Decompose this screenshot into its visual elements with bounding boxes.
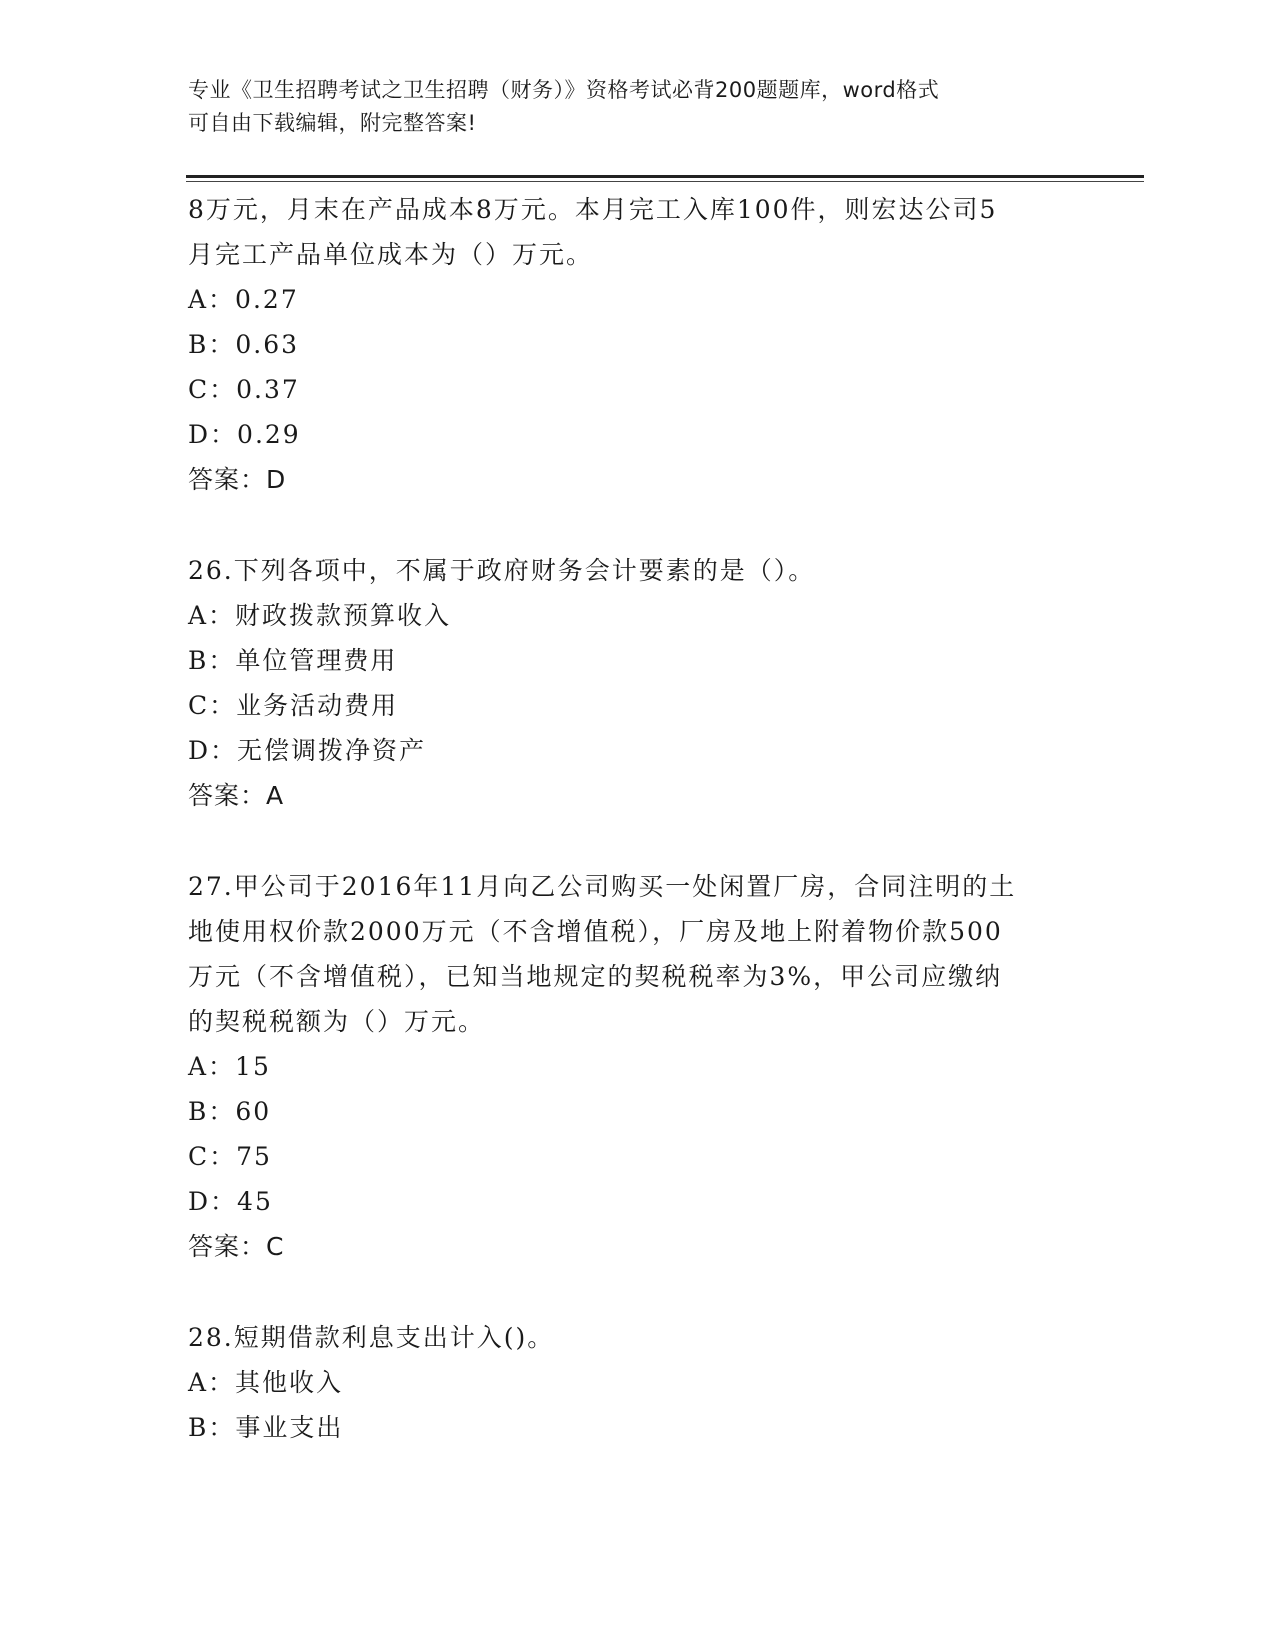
- header-line-1: 专业《卫生招聘考试之卫生招聘（财务）》资格考试必背200题题库，word格式: [188, 78, 940, 102]
- question-25: [188, 187, 1088, 502]
- question-stem: 8万元，月末在产品成本8万元。本月完工入库100件，则宏达公司5: [188, 195, 998, 224]
- header-line-2: 可自由下载编辑，附完整答案!: [188, 111, 477, 135]
- option-a: A：其他收入: [188, 1368, 344, 1397]
- question-stem: 万元（不含增值税），已知当地规定的契税税率为3%，甲公司应缴纳: [188, 962, 1003, 991]
- option-a: A：15: [188, 1052, 271, 1081]
- answer: 答案：C: [188, 1232, 285, 1261]
- question-28: [188, 1315, 1088, 1450]
- header-divider-thick: [186, 175, 1144, 178]
- answer: 答案：A: [188, 781, 285, 810]
- answer: 答案：D: [188, 465, 287, 494]
- option-a: A：0.27: [188, 285, 299, 314]
- question-stem: 月完工产品单位成本为（）万元。: [188, 240, 594, 269]
- option-b: B：0.63: [188, 330, 300, 359]
- question-stem: 地使用权价款2000万元（不含增值税），厂房及地上附着物价款500: [188, 917, 1003, 946]
- option-d: D：0.29: [188, 420, 301, 449]
- question-stem: 28.短期借款利息支出计入()。: [188, 1323, 555, 1352]
- option-c: C：75: [188, 1142, 272, 1171]
- option-a: A：财政拨款预算收入: [188, 601, 452, 630]
- option-b: B：单位管理费用: [188, 646, 398, 675]
- question-27: [188, 864, 1088, 1269]
- option-d: D：无偿调拨净资产: [188, 736, 427, 765]
- question-list: [188, 187, 1088, 1450]
- question-stem: 27.甲公司于2016年11月向乙公司购买一处闲置厂房，合同注明的土: [188, 872, 1017, 901]
- question-stem: 26.下列各项中，不属于政府财务会计要素的是（）。: [188, 556, 816, 585]
- option-d: D：45: [188, 1187, 273, 1216]
- option-c: C：业务活动费用: [188, 691, 399, 720]
- question-26: [188, 548, 1088, 818]
- option-b: B：60: [188, 1097, 272, 1126]
- option-c: C：0.37: [188, 375, 300, 404]
- header-divider-thin: [186, 181, 1144, 182]
- page-header: [188, 74, 1068, 140]
- option-b: B：事业支出: [188, 1413, 344, 1442]
- question-stem: 的契税税额为（）万元。: [188, 1007, 486, 1036]
